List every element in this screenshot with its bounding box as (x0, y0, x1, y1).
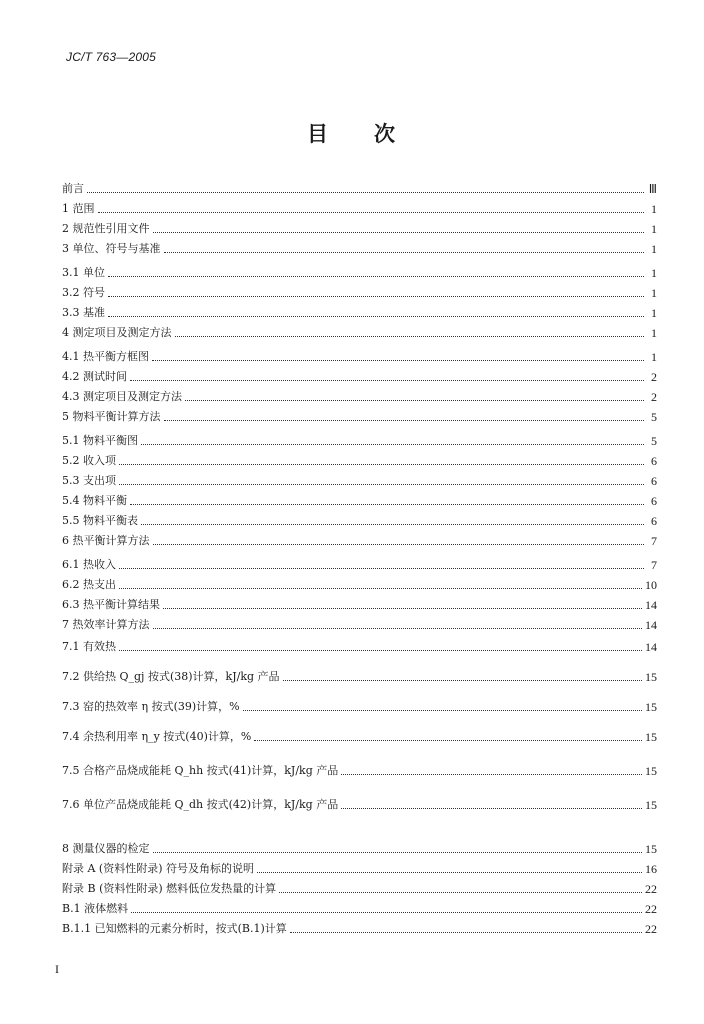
toc-entry-page: Ⅲ (648, 182, 657, 196)
toc-entry[interactable] (62, 384, 657, 404)
toc-entry[interactable] (62, 468, 657, 488)
toc-dot-leader (153, 851, 643, 853)
toc-dot-leader (254, 739, 642, 741)
toc-entry-label: 6 热平衡计算方法 (62, 534, 150, 547)
toc-entry-page: 14 (645, 618, 657, 632)
toc-entry-page: 1 (651, 266, 657, 280)
toc-entry[interactable] (62, 876, 657, 896)
toc-entry-label: 附录 A (资料性附录) 符号及角标的说明 (62, 862, 255, 875)
toc-entry-page: 6 (651, 494, 657, 508)
toc-dot-leader (131, 911, 642, 913)
toc-entry[interactable] (62, 792, 657, 812)
toc-entry-page: 14 (645, 598, 657, 612)
toc-entry[interactable] (62, 236, 657, 256)
toc-entry-label: 1 范围 (62, 202, 95, 215)
toc-entry-page: 1 (651, 306, 657, 320)
toc-entry-label: 6.1 热收入 (62, 558, 116, 571)
toc-entry[interactable] (62, 572, 657, 592)
toc-entry[interactable] (62, 280, 657, 300)
toc-entry[interactable] (62, 528, 657, 548)
toc-entry-label: 4.2 测试时间 (62, 370, 127, 383)
toc-entry[interactable] (62, 724, 657, 744)
toc-dot-leader (153, 231, 645, 233)
toc-entry[interactable] (62, 856, 657, 876)
toc-entry-page: 1 (651, 202, 657, 216)
toc-entry-page: 6 (651, 514, 657, 528)
toc-dot-leader (87, 191, 644, 193)
toc-dot-leader (130, 503, 644, 505)
toc-dot-leader (185, 399, 644, 401)
toc-entry-page: 10 (645, 578, 657, 592)
toc-dot-leader (341, 807, 642, 809)
toc-dot-leader (119, 649, 642, 651)
toc-entry[interactable] (62, 634, 657, 654)
toc-entry[interactable] (62, 612, 657, 632)
toc-entry-page: 2 (651, 370, 657, 384)
toc-dot-leader (257, 871, 642, 873)
toc-dot-leader (152, 359, 644, 361)
toc-entry-label: 4 测定项目及测定方法 (62, 326, 172, 339)
toc-entry-label: 3 单位、符号与基准 (62, 242, 161, 255)
toc-entry-label: B.1 液体燃料 (62, 902, 129, 915)
toc-entry-label: 5.5 物料平衡表 (62, 514, 138, 527)
toc-entry[interactable] (62, 344, 657, 364)
toc-entry-label: 2 规范性引用文件 (62, 222, 150, 235)
toc-entry-page: 2 (651, 390, 657, 404)
toc-dot-leader (283, 679, 642, 681)
toc-entry-label: 7.2 供给热 Q_gj 按式(38)计算，kJ/kg 产品 (62, 670, 280, 683)
toc-entry-page: 5 (651, 410, 657, 424)
toc-entry-page: 22 (645, 902, 657, 916)
toc-entry-label: 4.1 热平衡方框图 (62, 350, 149, 363)
toc-entry-label: 5.4 物料平衡 (62, 494, 127, 507)
toc-entry[interactable] (62, 196, 657, 216)
toc-dot-leader (164, 419, 645, 421)
toc-dot-leader (153, 543, 645, 545)
toc-dot-leader (290, 931, 642, 933)
toc-dot-leader (163, 607, 642, 609)
toc-entry-page: 15 (645, 798, 657, 812)
toc-entry[interactable] (62, 896, 657, 916)
toc-dot-leader (279, 891, 642, 893)
toc-entry[interactable] (62, 428, 657, 448)
toc-entry-page: 15 (645, 730, 657, 744)
toc-entry-label: 5.1 物料平衡图 (62, 434, 138, 447)
toc-entry-page: 1 (651, 242, 657, 256)
toc-entry-label: 5.2 收入项 (62, 454, 116, 467)
toc-entry-label: 附录 B (资料性附录) 燃料低位发热量的计算 (62, 882, 277, 895)
toc-entry[interactable] (62, 300, 657, 320)
toc-entry-page: 15 (645, 764, 657, 778)
toc-dot-leader (108, 275, 644, 277)
toc-dot-leader (119, 587, 642, 589)
toc-entry-page: 1 (651, 326, 657, 340)
toc-entry[interactable] (62, 448, 657, 468)
toc-entry-label: 前言 (62, 182, 84, 195)
toc-entry[interactable] (62, 552, 657, 572)
toc-entry-page: 7 (651, 558, 657, 572)
toc-entry-label: 3.1 单位 (62, 266, 105, 279)
toc-entry-label: 3.3 基准 (62, 306, 105, 319)
toc-entry[interactable] (62, 404, 657, 424)
toc-entry-page: 22 (645, 922, 657, 936)
toc-entry-page: 1 (651, 350, 657, 364)
page-number: I (55, 962, 59, 976)
toc-entry-page: 15 (645, 670, 657, 684)
toc-entry[interactable] (62, 916, 657, 936)
toc-entry-label: 5.3 支出项 (62, 474, 116, 487)
toc-entry-page: 5 (651, 434, 657, 448)
toc-entry-label: 7.3 窑的热效率 η 按式(39)计算，% (62, 700, 240, 713)
toc-dot-leader (164, 251, 645, 253)
toc-dot-leader (98, 211, 645, 213)
toc-entry-label: 3.2 符号 (62, 286, 105, 299)
toc-entry-label: 7 热效率计算方法 (62, 618, 150, 631)
toc-entry[interactable] (62, 508, 657, 528)
toc-dot-leader (108, 295, 644, 297)
toc-dot-leader (119, 463, 644, 465)
toc-entry-label: 7.6 单位产品烧成能耗 Q_dh 按式(42)计算，kJ/kg 产品 (62, 798, 339, 811)
toc-entry-label: 6.2 热支出 (62, 578, 116, 591)
title-char-1: 目 (307, 122, 330, 146)
toc-entry-page: 15 (645, 842, 657, 856)
toc-entry-page: 6 (651, 454, 657, 468)
toc-entry[interactable] (62, 836, 657, 856)
toc-entry[interactable] (62, 664, 657, 684)
toc-entry[interactable] (62, 260, 657, 280)
toc-dot-leader (141, 443, 644, 445)
toc-entry[interactable] (62, 176, 657, 196)
toc-entry[interactable] (62, 488, 657, 508)
toc-dot-leader (175, 335, 645, 337)
toc-dot-leader (153, 627, 643, 629)
toc-entry-label: 7.5 合格产品烧成能耗 Q_hh 按式(41)计算，kJ/kg 产品 (62, 764, 339, 777)
toc-entry-page: 15 (645, 700, 657, 714)
toc-entry-label: 8 测量仪器的检定 (62, 842, 150, 855)
title-char-2: 次 (374, 122, 397, 146)
toc-dot-leader (108, 315, 644, 317)
toc-entry[interactable] (62, 216, 657, 236)
standard-code: JC/T 763—2005 (66, 50, 156, 64)
toc-entry-page: 14 (645, 640, 657, 654)
toc-entry[interactable] (62, 320, 657, 340)
toc-entry[interactable] (62, 758, 657, 778)
toc-entry-page: 1 (651, 222, 657, 236)
page-title (0, 118, 704, 148)
toc-entry-label: 7.1 有效热 (62, 640, 116, 653)
toc-entry-page: 7 (651, 534, 657, 548)
toc-entry-label: 4.3 测定项目及测定方法 (62, 390, 182, 403)
toc-entry[interactable] (62, 592, 657, 612)
toc-entry-page: 16 (645, 862, 657, 876)
toc-entry[interactable] (62, 694, 657, 714)
toc-dot-leader (130, 379, 644, 381)
toc-dot-leader (341, 773, 642, 775)
toc-entry[interactable] (62, 364, 657, 384)
toc-dot-leader (141, 523, 644, 525)
toc-entry-label: 7.4 余热利用率 η_y 按式(40)计算，% (62, 730, 252, 743)
toc-entry-page: 6 (651, 474, 657, 488)
toc-entry-label: 5 物料平衡计算方法 (62, 410, 161, 423)
toc-entry-label: 6.3 热平衡计算结果 (62, 598, 160, 611)
toc-dot-leader (119, 483, 644, 485)
toc-entry-page: 1 (651, 286, 657, 300)
toc-dot-leader (243, 709, 642, 711)
toc-dot-leader (119, 567, 644, 569)
toc-entry-label: B.1.1 已知燃料的元素分析时，按式(B.1)计算 (62, 922, 287, 935)
toc-entry-page: 22 (645, 882, 657, 896)
